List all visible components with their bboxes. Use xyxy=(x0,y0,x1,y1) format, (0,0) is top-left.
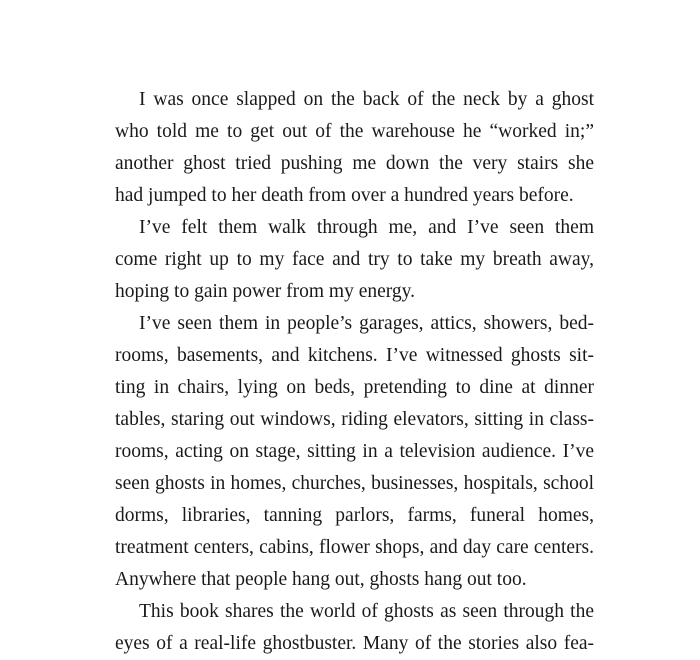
text-line: who told me to get out of the warehouse he “worked in;” xyxy=(115,121,594,142)
text-line: tables, staring out windows, riding elevators, sitting in class- xyxy=(115,409,594,430)
text-line: I’ve felt them walk through me, and I’ve seen them xyxy=(139,217,594,238)
text-line: ting in chairs, lying on beds, pretending to dine at dinner xyxy=(115,377,594,398)
text-line: rooms, basements, and kitchens. I’ve witnessed ghosts sit- xyxy=(115,345,594,366)
text-line: I’ve seen them in people’s garages, attics, showers, bed- xyxy=(139,313,594,334)
text-line: I was once slapped on the back of the neck by a ghost xyxy=(139,89,594,110)
text-line: Anywhere that people hang out, ghosts hang out too. xyxy=(115,569,527,590)
paragraph-3 xyxy=(115,308,594,596)
text-line: another ghost tried pushing me down the very stairs she xyxy=(115,153,594,174)
paragraph-4 xyxy=(115,596,594,660)
paragraph-1 xyxy=(115,84,594,212)
text-line: rooms, acting on stage, sitting in a television audience. I’ve xyxy=(115,441,594,462)
text-line: come right up to my face and try to take my breath away, xyxy=(115,249,594,270)
text-line: had jumped to her death from over a hundred years before. xyxy=(115,185,574,206)
paragraph-2 xyxy=(115,212,594,308)
text-line: This book shares the world of ghosts as seen through the xyxy=(139,601,594,622)
text-line: eyes of a real-life ghostbuster. Many of the stories also fea- xyxy=(115,633,594,654)
body-text xyxy=(115,84,594,660)
text-line: treatment centers, cabins, flower shops, and day care centers. xyxy=(115,537,594,558)
text-line: dorms, libraries, tanning parlors, farms, funeral homes, xyxy=(115,505,594,526)
text-line: seen ghosts in homes, churches, businesses, hospitals, school xyxy=(115,473,594,494)
text-line: hoping to gain power from my energy. xyxy=(115,281,416,302)
